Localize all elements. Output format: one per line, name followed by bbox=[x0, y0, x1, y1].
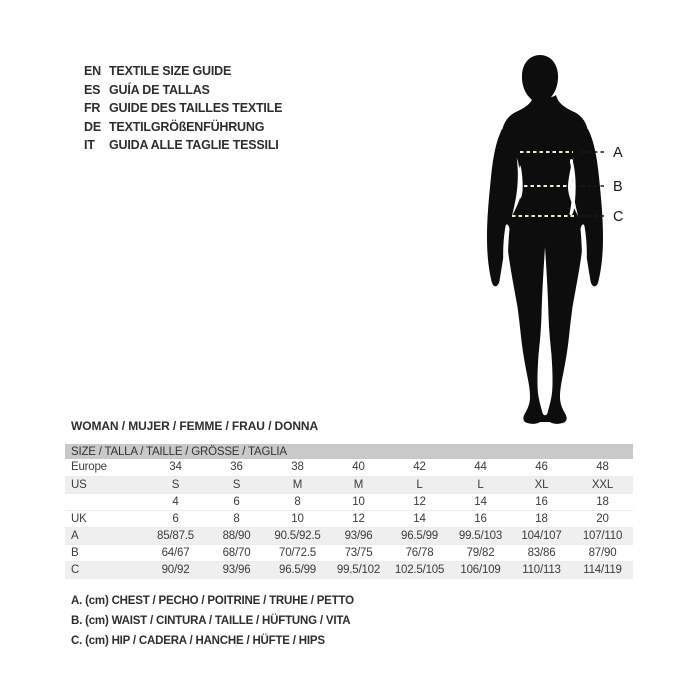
table-cell: M bbox=[353, 478, 364, 491]
table-cell: 87/90 bbox=[588, 546, 617, 559]
table-cell: 93/96 bbox=[222, 563, 251, 576]
language-code: FR bbox=[84, 101, 101, 116]
table-cell: 10 bbox=[352, 495, 365, 508]
table-row bbox=[65, 544, 633, 561]
table-cell: 88/90 bbox=[222, 529, 251, 542]
guide-title: GUIDE DES TAILLES TEXTILE bbox=[109, 101, 283, 116]
measure-label-chest: A bbox=[613, 145, 623, 161]
table-cell: 70/72.5 bbox=[279, 546, 316, 559]
table-cell: 14 bbox=[413, 512, 426, 525]
table-cell: 14 bbox=[474, 495, 487, 508]
table-cell: 34 bbox=[169, 461, 182, 474]
table-cell: 83/86 bbox=[527, 546, 556, 559]
legend-line-waist: B. (cm) WAIST / CINTURA / TAILLE / HÜFTUNG / VITA bbox=[71, 614, 351, 627]
table-cell: 102.5/105 bbox=[394, 563, 445, 576]
measure-label-waist: B bbox=[613, 179, 623, 195]
size-table-header: SIZE / TALLA / TAILLE / GRÖSSE / TAGLIA bbox=[65, 444, 633, 459]
table-cell: 79/82 bbox=[466, 546, 495, 559]
table-row bbox=[65, 493, 633, 510]
guide-title: GUIDA ALLE TAGLIE TESSILI bbox=[109, 138, 279, 153]
table-row bbox=[65, 561, 633, 578]
table-cell: 8 bbox=[233, 512, 240, 525]
woman-silhouette-head bbox=[522, 55, 558, 102]
table-cell: 44 bbox=[474, 461, 487, 474]
language-title-row bbox=[84, 118, 282, 137]
table-cell: 40 bbox=[352, 461, 365, 474]
table-cell: 68/70 bbox=[222, 546, 251, 559]
table-row-label bbox=[65, 493, 145, 510]
table-cell: 48 bbox=[596, 461, 609, 474]
language-code: ES bbox=[84, 82, 101, 97]
table-cell: 16 bbox=[535, 495, 548, 508]
table-row-label: B bbox=[71, 546, 79, 559]
table-cell: L bbox=[477, 478, 484, 491]
table-cell: 12 bbox=[413, 495, 426, 508]
woman-measurement-figure bbox=[460, 45, 645, 445]
table-cell: 107/110 bbox=[582, 529, 623, 542]
table-cell: L bbox=[416, 478, 423, 491]
language-title-row bbox=[84, 136, 282, 155]
table-cell: 114/119 bbox=[583, 563, 622, 576]
table-cell: 16 bbox=[474, 512, 487, 525]
measurement-legend bbox=[71, 592, 354, 651]
language-code: IT bbox=[84, 138, 95, 153]
language-code: DE bbox=[84, 119, 101, 134]
table-cell: 90.5/92.5 bbox=[274, 529, 321, 542]
table-cell: 38 bbox=[291, 461, 304, 474]
table-row bbox=[65, 476, 633, 493]
table-cell: 106/109 bbox=[460, 563, 501, 576]
table-cell: 85/87.5 bbox=[157, 529, 194, 542]
guide-title: TEXTILE SIZE GUIDE bbox=[109, 64, 232, 78]
table-cell: M bbox=[292, 478, 303, 491]
table-cell: 93/96 bbox=[344, 529, 373, 542]
guide-title: GUÍA DE TALLAS bbox=[109, 82, 210, 97]
table-cell: 90/92 bbox=[161, 563, 190, 576]
table-cell: 4 bbox=[172, 495, 179, 508]
table-cell: 73/75 bbox=[344, 546, 373, 559]
table-cell: 110/113 bbox=[522, 563, 561, 576]
language-title-row bbox=[84, 99, 282, 118]
measure-label-hip: C bbox=[613, 209, 624, 225]
language-title-row bbox=[84, 81, 282, 100]
gender-heading: WOMAN / MUJER / FEMME / FRAU / DONNA bbox=[71, 419, 319, 433]
legend-line-chest: A. (cm) CHEST / PECHO / POITRINE / TRUHE / PETTO bbox=[71, 595, 354, 607]
table-cell: S bbox=[232, 478, 241, 491]
table-cell: 20 bbox=[596, 512, 609, 525]
table-cell: 18 bbox=[596, 495, 609, 508]
language-code: EN bbox=[84, 64, 101, 78]
table-cell: 8 bbox=[294, 495, 301, 508]
table-cell: XXL bbox=[591, 478, 614, 491]
table-cell: 42 bbox=[413, 461, 426, 474]
size-table-header-row bbox=[65, 444, 633, 459]
table-cell: 99.5/103 bbox=[458, 529, 503, 542]
table-cell: 18 bbox=[535, 512, 548, 525]
table-row bbox=[65, 527, 633, 544]
table-row bbox=[65, 459, 633, 476]
table-row-label: A bbox=[71, 529, 79, 542]
size-table bbox=[65, 444, 633, 579]
table-cell: S bbox=[171, 478, 180, 491]
table-cell: 96.5/99 bbox=[279, 563, 316, 576]
table-cell: 10 bbox=[291, 512, 304, 525]
table-cell: 46 bbox=[535, 461, 548, 474]
table-row-label: C bbox=[71, 563, 80, 576]
language-title-list bbox=[84, 62, 282, 155]
language-title-row bbox=[84, 62, 282, 81]
table-row-label: UK bbox=[71, 512, 87, 525]
table-cell: 104/107 bbox=[521, 529, 562, 542]
table-cell: XL bbox=[534, 478, 549, 491]
table-cell: 99.5/102 bbox=[336, 563, 381, 576]
table-cell: 76/78 bbox=[405, 546, 434, 559]
table-row bbox=[65, 510, 633, 527]
table-cell: 12 bbox=[352, 512, 365, 525]
guide-title: TEXTILGRÖßENFÜHRUNG bbox=[109, 119, 265, 134]
table-cell: 6 bbox=[233, 495, 240, 508]
table-row-label: Europe bbox=[71, 461, 107, 474]
table-cell: 64/67 bbox=[161, 546, 190, 559]
table-cell: 6 bbox=[172, 512, 179, 525]
table-cell: 96.5/99 bbox=[401, 529, 438, 542]
table-cell: 36 bbox=[230, 461, 243, 474]
legend-line-hip: C. (cm) HIP / CADERA / HANCHE / HÜFTE / HIPS bbox=[71, 634, 325, 647]
table-row-label: US bbox=[71, 478, 87, 491]
